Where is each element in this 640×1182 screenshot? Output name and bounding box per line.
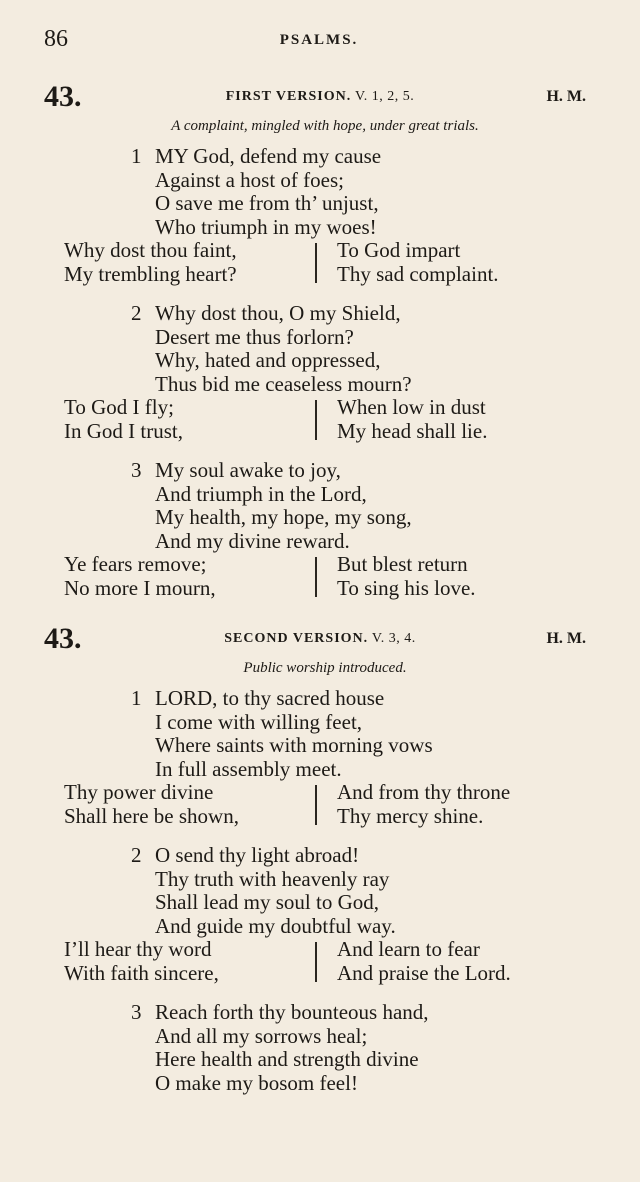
refrain-line: Ye fears remove; [64, 552, 207, 576]
refrain-line: No more I mourn, [64, 575, 216, 600]
version-line [0, 631, 640, 647]
verse-text: My health, my hope, my song, [155, 505, 412, 529]
refrain-left [64, 553, 216, 600]
verse-line [0, 1001, 640, 1025]
verse-text: Why, hated and oppressed, [155, 348, 381, 372]
verse-text: Why dost thou, O my Shield, [155, 301, 401, 325]
stanza [0, 302, 640, 443]
verse-text: And all my sorrows heal; [155, 1023, 368, 1048]
refrain-line: My trembling heart? [64, 261, 237, 286]
verse-line [0, 169, 640, 193]
verse-line [0, 483, 640, 507]
refrain-line: Thy sad complaint. [337, 261, 499, 286]
version-name: FIRST VERSION. [225, 89, 352, 104]
refrain-line: And praise the Lord. [337, 960, 511, 985]
verse-line [0, 711, 640, 735]
stanza [0, 145, 640, 286]
meter: H. M. [546, 88, 586, 105]
version-line [0, 89, 640, 105]
refrain-left [64, 938, 219, 985]
refrain-right [337, 396, 487, 443]
refrain-line: In God I trust, [64, 418, 183, 443]
refrain-line: I’ll hear thy word [64, 937, 212, 961]
stanza [0, 844, 640, 985]
verse-line [0, 326, 640, 350]
refrain-line: To God I fly; [64, 395, 174, 419]
refrain-line: My head shall lie. [337, 418, 488, 443]
verse-line [0, 1048, 640, 1072]
stanza-number: 1 [131, 686, 142, 710]
verse-text: Here health and strength divine [155, 1047, 419, 1071]
psalm-second-version [0, 622, 640, 1111]
refrain-divider [315, 942, 317, 982]
verse-text: Thy truth with heavenly ray [155, 866, 390, 891]
verse-text: I come with willing feet, [155, 709, 363, 734]
psalm-heading [0, 622, 640, 656]
running-title: PSALMS. [279, 32, 359, 48]
stanza-list [0, 687, 640, 1095]
verse-text: Shall lead my soul to God, [155, 890, 379, 914]
verse-line [0, 734, 640, 758]
verse-text: O make my bosom feel! [155, 1070, 358, 1095]
verse-line [0, 844, 640, 868]
page-header [44, 26, 594, 56]
refrain-divider [315, 785, 317, 825]
verse-line [0, 687, 640, 711]
refrain-line: To God impart [337, 238, 461, 262]
verse-line [0, 145, 640, 169]
verse-text: Desert me thus forlorn? [155, 324, 354, 349]
verse-text: LORD, to thy sacred house [155, 686, 385, 710]
psalm-subtitle: Public worship introduced. [243, 660, 407, 676]
verse-line [0, 192, 640, 216]
verse-line [0, 915, 640, 939]
verse-line [0, 459, 640, 483]
verse-line [0, 216, 640, 240]
verse-refs: V. 3, 4. [371, 631, 416, 646]
refrain-left [64, 781, 239, 828]
verse-text: O send thy light abroad! [155, 843, 360, 867]
refrain-divider [315, 557, 317, 597]
refrain-line: And from thy throne [337, 780, 511, 804]
psalm-subtitle: A complaint, mingled with hope, under great trials. [171, 118, 479, 134]
stanza-number: 3 [131, 458, 142, 482]
refrain-right [337, 781, 510, 828]
stanza-list [0, 145, 640, 600]
refrain-line: With faith sincere, [64, 960, 219, 985]
refrain-right [337, 553, 476, 600]
psalm-first-version [0, 80, 640, 616]
psalm-number: 43. [44, 80, 82, 113]
refrain [0, 553, 640, 600]
refrain-divider [315, 243, 317, 283]
meter: H. M. [546, 630, 586, 647]
stanza [0, 1001, 640, 1095]
verse-line [0, 1025, 640, 1049]
refrain-line: When low in dust [337, 395, 486, 419]
psalm-number: 43. [44, 622, 82, 655]
stanza-number: 1 [131, 144, 142, 168]
verse-text: And triumph in the Lord, [155, 481, 367, 506]
verse-line [0, 891, 640, 915]
verse-text: Who triumph in my woes! [155, 214, 377, 239]
verse-line [0, 758, 640, 782]
refrain-line: Why dost thou faint, [64, 238, 237, 262]
psalm-heading [0, 80, 640, 114]
verse-line [0, 349, 640, 373]
verse-line [0, 373, 640, 397]
verse-line [0, 868, 640, 892]
verse-text: Reach forth thy bounteous hand, [155, 1000, 429, 1024]
stanza [0, 687, 640, 828]
refrain-right [337, 239, 499, 286]
verse-text: O save me from th’ unjust, [155, 191, 379, 215]
verse-line [0, 506, 640, 530]
verse-line [0, 1072, 640, 1096]
verse-text: And guide my doubtful way. [155, 913, 396, 938]
verse-text: In full assembly meet. [155, 756, 342, 781]
refrain-left [64, 239, 237, 286]
refrain [0, 239, 640, 286]
verse-text: And my divine reward. [155, 528, 350, 553]
refrain-line: Shall here be shown, [64, 803, 239, 828]
refrain-right [337, 938, 511, 985]
refrain-line: To sing his love. [337, 575, 476, 600]
refrain-line: And learn to fear [337, 937, 480, 961]
stanza-number: 3 [131, 1000, 142, 1024]
verse-line [0, 530, 640, 554]
stanza-number: 2 [131, 301, 142, 325]
verse-text: Where saints with morning vows [155, 733, 433, 757]
refrain [0, 781, 640, 828]
verse-text: Against a host of foes; [155, 167, 344, 192]
page-number: 86 [44, 26, 68, 52]
verse-line [0, 302, 640, 326]
verse-refs: V. 1, 2, 5. [354, 89, 415, 104]
stanza-number: 2 [131, 843, 142, 867]
refrain-divider [315, 400, 317, 440]
refrain-line: Thy power divine [64, 780, 214, 804]
refrain-left [64, 396, 183, 443]
refrain [0, 396, 640, 443]
verse-text: My soul awake to joy, [155, 458, 341, 482]
stanza [0, 459, 640, 600]
refrain-line: But blest return [337, 552, 468, 576]
version-name: SECOND VERSION. [224, 631, 369, 646]
verse-text: MY God, defend my cause [155, 144, 382, 168]
verse-text: Thus bid me ceaseless mourn? [155, 371, 412, 396]
refrain [0, 938, 640, 985]
refrain-line: Thy mercy shine. [337, 803, 484, 828]
